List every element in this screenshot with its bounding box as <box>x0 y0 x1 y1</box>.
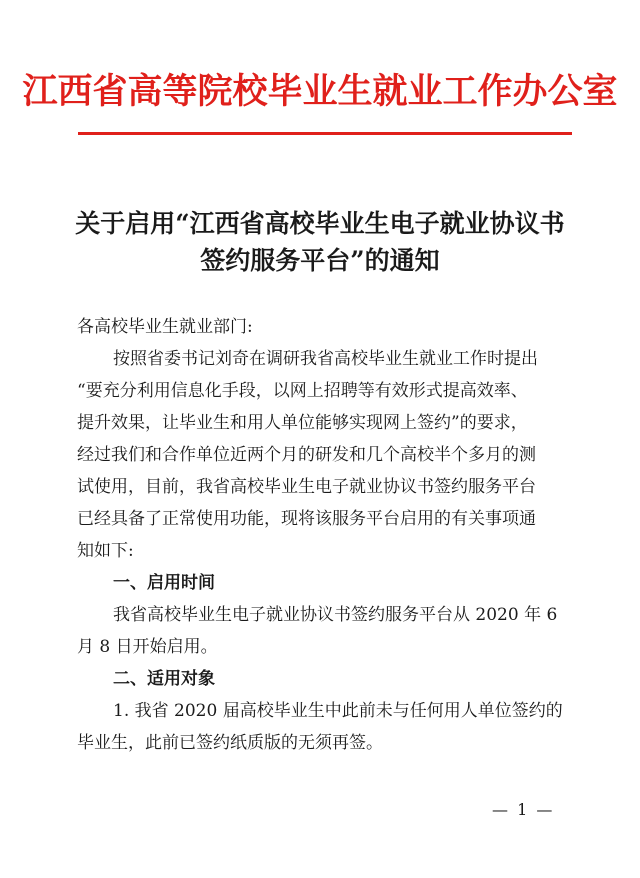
notice-title-line-1: 关于启用“江西省高校毕业生电子就业协议书 <box>75 209 565 238</box>
section-1-line: 月 8 日开始启用。 <box>77 637 218 657</box>
letterhead-red-rule <box>78 132 572 135</box>
section-1-line: 我省高校毕业生电子就业协议书签约服务平台从 2020 年 6 <box>113 605 558 625</box>
section-2-line: 1. 我省 2020 届高校毕业生中此前未与任何用人单位签约的 <box>113 701 563 721</box>
section-1-heading: 一、启用时间 <box>113 573 215 593</box>
intro-line: 知如下: <box>77 541 134 561</box>
intro-line: 试使用，目前，我省高校毕业生电子就业协议书签约服务平台 <box>77 477 536 497</box>
intro-line: “要充分利用信息化手段，以网上招聘等有效形式提高效率、 <box>77 381 528 401</box>
intro-line: 提升效果，让毕业生和用人单位能够实现网上签约”的要求， <box>77 413 528 433</box>
section-2-heading: 二、适用对象 <box>113 669 215 689</box>
salutation: 各高校毕业生就业部门: <box>77 317 253 337</box>
letterhead-org-name: 江西省高等院校毕业生就业工作办公室 <box>22 71 618 112</box>
intro-line: 按照省委书记刘奇在调研我省高校毕业生就业工作时提出 <box>113 349 538 369</box>
intro-paragraph <box>77 343 577 567</box>
intro-line: 经过我们和合作单位近两个月的研发和几个高校半个多月的测 <box>77 445 536 465</box>
section-1 <box>77 567 577 663</box>
page-number: — 1 — <box>492 800 555 819</box>
section-2 <box>77 663 577 759</box>
intro-line: 已经具备了正常使用功能，现将该服务平台启用的有关事项通 <box>77 509 536 529</box>
section-2-line: 毕业生，此前已签约纸质版的无须再签。 <box>77 733 383 753</box>
notice-title-line-2: 签约服务平台”的通知 <box>200 246 440 275</box>
